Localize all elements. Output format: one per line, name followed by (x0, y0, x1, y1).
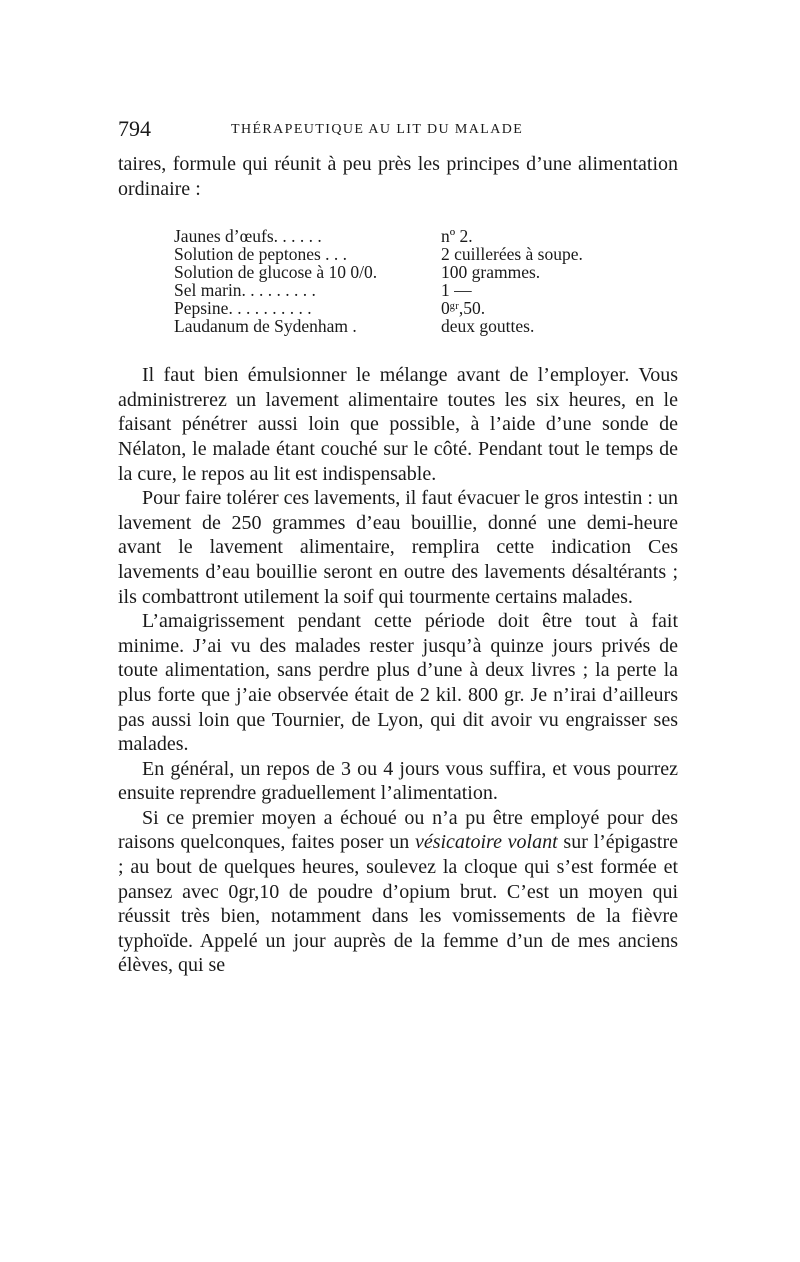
body-text (118, 363, 678, 978)
recipe-row (174, 299, 678, 317)
recipe-quantity: 2 cuillerées à soupe. (441, 244, 583, 265)
recipe-row (174, 227, 678, 245)
body-paragraph: En général, un repos de 3 ou 4 jours vous suffira, et vous pourrez ensuite reprendre graduellement l’alimentation. (118, 757, 678, 805)
running-head: THÉRAPEUTIQUE AU LIT DU MALADE (231, 122, 524, 137)
page-number: 794 (118, 116, 151, 141)
recipe-table (174, 227, 678, 335)
recipe-row (174, 245, 678, 263)
recipe-ingredient: Sel marin. . . . . . . . . (174, 280, 316, 301)
body-paragraph: L’amaigrissement pendant cette période doit être tout à fait minime. J’ai vu des malades rester jusqu’à quinze jours privés de toute alimentation, sans perdre plus d’une à deux livres ; la perte la plus forte que j’aie observée était de 2 kil. 800 gr. Je n’irai d’ailleurs pas aussi loin que Tournier, de Lyon, qui dit avoir vu engraisser ses malades. (118, 610, 678, 756)
recipe-ingredient: Pepsine. . . . . . . . . . (174, 298, 312, 319)
recipe-quantity: 100 grammes. (441, 262, 541, 283)
recipe-row (174, 281, 678, 299)
recipe-ingredient: Solution de peptones . . . (174, 244, 348, 265)
recipe-ingredient: Laudanum de Sydenham . (174, 316, 357, 337)
paragraph-text: sur l’épigastre ; au bout de quelques heures, soulevez la cloque qui s’est formée et pansez avec 0gr,10 de poudre d’opium brut. C’est un moyen qui réussit très bien, notamment dans les vomissements de la fièvre typhoïde. Appelé un jour auprès de la femme d’un de mes anciens élèves, qui se (118, 831, 678, 977)
body-paragraph: Pour faire tolérer ces lavements, il faut évacuer le gros intestin : un lavement de 250 grammes d’eau bouillie, donné une demi-heure avant le lavement alimentaire, remplira cette indication Ces lavements d’eau bouillie seront en outre des lavements désaltérants ; ils combattront utilement la soif qui tourmente certains malades. (118, 487, 678, 608)
recipe-ingredient: Solution de glucose à 10 0/0. (174, 262, 378, 283)
page-header (118, 112, 678, 142)
book-page (118, 112, 678, 978)
recipe-quantity: deux gouttes. (441, 316, 535, 337)
recipe-row (174, 263, 678, 281)
body-paragraph: Il faut bien émulsionner le mélange avant de l’employer. Vous administrerez un lavement alimentaire toutes les six heures, en le faisant pénétrer aussi loin que possible, à l’aide d’une sonde de Nélaton, le malade étant couché sur le côté. Pendant tout le temps de la cure, le repos au lit est indispensable. (118, 364, 678, 485)
intro-paragraph: taires, formule qui réunit à peu près les principes d’une alimentation ordinaire : (118, 153, 678, 200)
recipe-quantity: nº 2. (441, 226, 473, 247)
recipe-quantity: 1 — (441, 280, 472, 301)
recipe-row (174, 317, 678, 335)
body-paragraph (118, 806, 678, 978)
recipe-quantity: 0ᵍʳ,50. (441, 298, 486, 319)
emphasized-term: vésicatoire volant (414, 831, 558, 854)
paragraph-text: Si ce premier moyen a échoué ou n’a pu être employé pour des raisons quelconques, faites poser un (118, 806, 678, 854)
recipe-ingredient: Jaunes d’œufs. . . . . . (174, 226, 322, 247)
